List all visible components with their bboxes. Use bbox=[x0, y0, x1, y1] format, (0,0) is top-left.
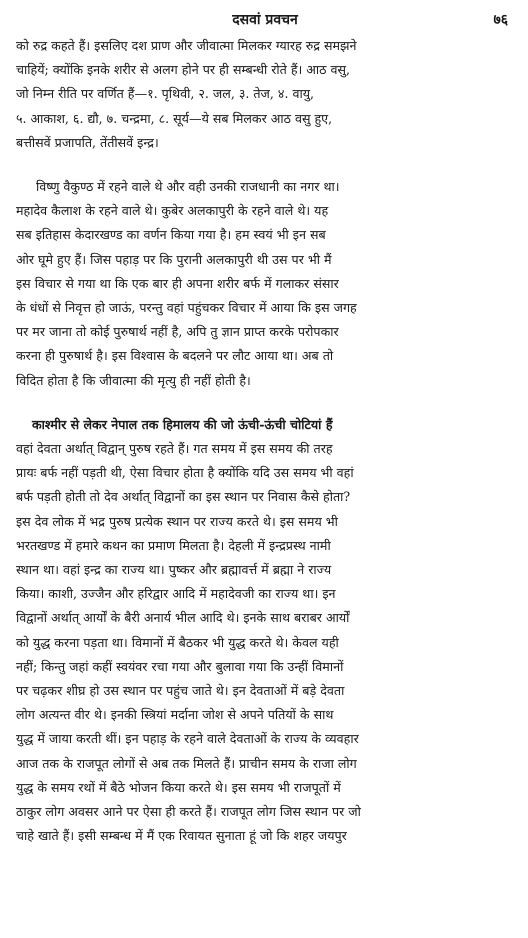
text-line: पर चढ़कर शीघ्र हो उस स्थान पर पहुंच जाते थे। इन देवताओं में बड़े देवता bbox=[16, 683, 345, 699]
text-line: ५. आकाश, ६. द्यौ, ७. चन्द्रमा, ८. सूर्य—ये सब मिलकर आठ वसु हुए, bbox=[16, 110, 333, 126]
text-line: करना ही पुरुषार्थ है। इस विश्वास के बदलने पर लौट आया था। अब तो bbox=[16, 348, 334, 364]
text-line: किया। काशी, उज्जैन और हरिद्वार आदि में महादेवजी का राज्य था। इन bbox=[16, 586, 336, 602]
text-line: बर्फ पड़ती होती तो देव अर्थात् विद्वानों का इस स्थान पर निवास कैसे होता? bbox=[16, 489, 351, 505]
text-line: विद्वानों अर्थात् आर्यों के बैरी अनार्य भील आदि थे। इनके साथ बराबर आर्यों bbox=[16, 610, 350, 626]
running-title: दसवां प्रवचन bbox=[232, 12, 298, 28]
text-line: ओर घूमे हुए हैं। जिस पहाड़ पर कि पुरानी अलकापुरी थी उस पर भी मैं bbox=[16, 251, 332, 267]
text-line: विष्णु वैकुण्ठ में रहने वाले थे और वही उनकी राजधानी का नगर था। bbox=[36, 179, 340, 195]
text-line: युद्ध में जाया करती थीं। इन पहाड़ के रहने वाले देवताओं के राज्य के व्यवहार bbox=[16, 731, 359, 747]
text-line: स्थान था। वहां इन्द्र का राज्य था। पुष्कर और ब्रह्मावर्त्त में ब्रह्मा ने राज्य bbox=[16, 562, 332, 578]
text-line: चाहियें; क्योंकि इनके शरीर से अलग होने पर ही सम्बन्धी रोते हैं। आठ वसु, bbox=[16, 62, 351, 78]
text-line: आज तक के राजपूत लोगों से अब तक मिलते हैं। प्राचीन समय के राजा लोग bbox=[16, 755, 357, 771]
text-line: को रुद्र कहते हैं। इसलिए दश प्राण और जीवात्मा मिलकर ग्यारह रुद्र समझने bbox=[16, 38, 357, 53]
text-line: बत्तीसवें प्रजापति, तेंतीसवें इन्द्र। bbox=[16, 134, 159, 150]
text-line: भरतखण्ड में हमारे कथन का प्रमाण मिलता है। देहली में इन्द्रप्रस्थ नामी bbox=[16, 537, 331, 553]
text-line: को युद्ध करना पड़ता था। विमानों में बैठकर भी युद्ध करते थे। केवल यही bbox=[16, 634, 339, 650]
page-header bbox=[16, 6, 514, 34]
text-line: नहीं; किन्तु जहां कहीं स्वयंवर रचा गया और बुलावा गया कि उन्हीं विमानों bbox=[16, 658, 344, 674]
text-line: लोग अत्यन्त वीर थे। इनकी स्त्रियां मर्दाना जोश से अपने पतियों के साथ bbox=[16, 707, 334, 723]
text-line: वहां देवता अर्थात् विद्वान् पुरुष रहते हैं। गत समय में इस समय की तरह bbox=[16, 441, 333, 457]
paragraph-1 bbox=[16, 34, 514, 155]
body-text bbox=[16, 34, 514, 849]
text-line: पर मर जाना तो कोई पुरुषार्थ नहीं है, अपि तु ज्ञान प्राप्त करके परोपकार bbox=[16, 324, 339, 340]
text-line: महादेव कैलाश के रहने वाले थे। कुबेर अलकापुरी के रहने वाले थे। यह bbox=[16, 203, 329, 219]
text-line: विदित होता है कि जीवात्मा की मृत्यु ही नहीं होती है। bbox=[16, 372, 251, 388]
text-line: चाहे खाते हैं। इसी सम्बन्ध में मैं एक रिवायत सुनाता हूं जो कि शहर जयपुर bbox=[16, 828, 347, 844]
page-number: ७६ bbox=[493, 12, 508, 28]
text-line: इस विचार से गया था कि एक बार ही अपना शरीर बर्फ में गलाकर संसार bbox=[16, 275, 339, 291]
text-line: सब इतिहास केदारखण्ड का वर्णन किया गया है। हम स्वयं भी इन सब bbox=[16, 227, 326, 243]
text-line: के धंधों से निवृत्त हो जाऊं, परन्तु वहां पहुंचकर विचार में आया कि इस जगह bbox=[16, 300, 357, 316]
text-line: ठाकुर लोग अवसर आने पर ऐसा ही करते हैं। राजपूत लोग जिस स्थान पर जो bbox=[16, 804, 361, 820]
text-line: युद्ध के समय रथों में बैठे भोजन किया करते थे। इस समय भी राजपूतों में bbox=[16, 779, 341, 795]
paragraph-2 bbox=[16, 175, 514, 393]
text-line: जो निम्न रीति पर वर्णित हैं—१. पृथिवी, २. जल, ३. तेज, ४. वायु, bbox=[16, 86, 315, 102]
paragraph-3 bbox=[16, 413, 514, 849]
text-line: प्रायः बर्फ नहीं पड़ती थी, ऐसा विचार होता है क्योंकि यदि उस समय भी वहां bbox=[16, 465, 354, 481]
text-line: इस देव लोक में भद्र पुरुष प्रत्येक स्थान पर राज्य करते थे। इस समय भी bbox=[16, 513, 338, 529]
text-line: काश्मीर से लेकर नेपाल तक हिमालय की जो ऊंची-ऊंची चोटियां हैं bbox=[32, 416, 333, 432]
